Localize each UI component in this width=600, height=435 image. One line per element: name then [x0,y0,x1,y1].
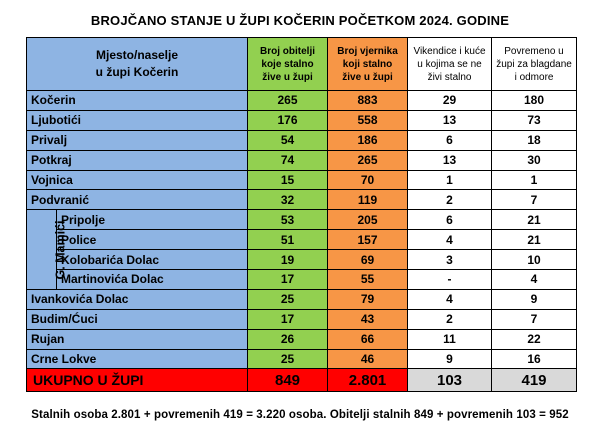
group-label-cell [27,210,68,290]
vacation-value: 29 [408,91,492,111]
believers-value: 43 [328,309,408,329]
families-value: 17 [248,309,328,329]
place-name: Crne Lokve [27,349,248,369]
table-row [27,150,577,170]
vacation-value: - [408,270,492,290]
place-name: Rujan [27,329,248,349]
table-row [27,170,577,190]
place-name: Martinovića Dolac [57,270,248,290]
families-value: 54 [248,130,328,150]
temporary-value: 18 [492,130,577,150]
temporary-value: 16 [492,349,577,369]
place-name: Vojnica [27,170,248,190]
header-vacation: Vikendice i kuće u kojima se ne živi stalno [408,38,492,91]
header-families: Broj obitelji koje stalno žive u župi [248,38,328,91]
total-row [27,369,577,392]
place-name: Podvranić [27,190,248,210]
table-row [27,230,577,250]
vacation-value: 6 [408,130,492,150]
families-value: 32 [248,190,328,210]
temporary-value: 30 [492,150,577,170]
believers-value: 69 [328,250,408,270]
census-table [26,37,577,392]
table-row [27,329,577,349]
families-value: 15 [248,170,328,190]
vacation-value: 2 [408,309,492,329]
believers-value: 46 [328,349,408,369]
place-name: Potkraj [27,150,248,170]
families-value: 53 [248,210,328,230]
table-row [27,210,577,230]
total-vacation: 103 [408,369,492,392]
families-value: 176 [248,110,328,130]
families-value: 17 [248,270,328,290]
table-row [27,270,577,290]
believers-value: 265 [328,150,408,170]
vacation-value: 13 [408,110,492,130]
table-row [27,91,577,111]
temporary-value: 9 [492,289,577,309]
total-believers: 2.801 [328,369,408,392]
vacation-value: 6 [408,210,492,230]
place-name: Pripolje [57,210,248,230]
vacation-value: 2 [408,190,492,210]
table-row [27,110,577,130]
vacation-value: 4 [408,230,492,250]
table-row [27,289,577,309]
vacation-value: 13 [408,150,492,170]
place-name: Ljubotići [27,110,248,130]
temporary-value: 73 [492,110,577,130]
families-value: 25 [248,349,328,369]
vacation-value: 11 [408,329,492,349]
families-value: 26 [248,329,328,349]
place-name: Privalj [27,130,248,150]
temporary-value: 21 [492,210,577,230]
group-label: G. Mamići [53,220,68,280]
vacation-value: 3 [408,250,492,270]
header-believers: Broj vjernika koji stalno žive u župi [328,38,408,91]
temporary-value: 7 [492,309,577,329]
page-title: BROJČANO STANJE U ŽUPI KOČERIN POČETKOM 2024. GODINE [90,13,510,28]
temporary-value: 10 [492,250,577,270]
table-row [27,190,577,210]
families-value: 74 [248,150,328,170]
footer-summary: Stalnih osoba 2.801 + povremenih 419 = 3.220 osoba. Obitelji stalnih 849 + povremenih 103 = 952 [31,409,569,421]
families-value: 25 [248,289,328,309]
believers-value: 883 [328,91,408,111]
table-row [27,250,577,270]
vacation-value: 9 [408,349,492,369]
believers-value: 55 [328,270,408,290]
header-place-line2: u župi Kočerin [95,65,179,79]
temporary-value: 1 [492,170,577,190]
header-row [27,38,577,91]
temporary-value: 7 [492,190,577,210]
header-place-line1: Mjesto/naselje [95,48,179,62]
vacation-value: 1 [408,170,492,190]
table-row [27,309,577,329]
believers-value: 186 [328,130,408,150]
total-families: 849 [248,369,328,392]
table-row [27,349,577,369]
temporary-value: 21 [492,230,577,250]
place-name: Kočerin [27,91,248,111]
header-place [27,38,248,91]
temporary-value: 22 [492,329,577,349]
believers-value: 119 [328,190,408,210]
believers-value: 79 [328,289,408,309]
vacation-value: 4 [408,289,492,309]
table-row [27,130,577,150]
temporary-value: 180 [492,91,577,111]
total-label: UKUPNO U ŽUPI [27,369,248,392]
header-temporary: Povremeno u župi za blagdane i odmore [492,38,577,91]
families-value: 51 [248,230,328,250]
believers-value: 205 [328,210,408,230]
believers-value: 558 [328,110,408,130]
place-name: Ivankovića Dolac [27,289,248,309]
total-temporary: 419 [492,369,577,392]
families-value: 265 [248,91,328,111]
place-name: Kolobarića Dolac [57,250,248,270]
place-name: Budim/Ćuci [27,309,248,329]
believers-value: 66 [328,329,408,349]
families-value: 19 [248,250,328,270]
temporary-value: 4 [492,270,577,290]
place-name: Police [57,230,248,250]
believers-value: 70 [328,170,408,190]
believers-value: 157 [328,230,408,250]
